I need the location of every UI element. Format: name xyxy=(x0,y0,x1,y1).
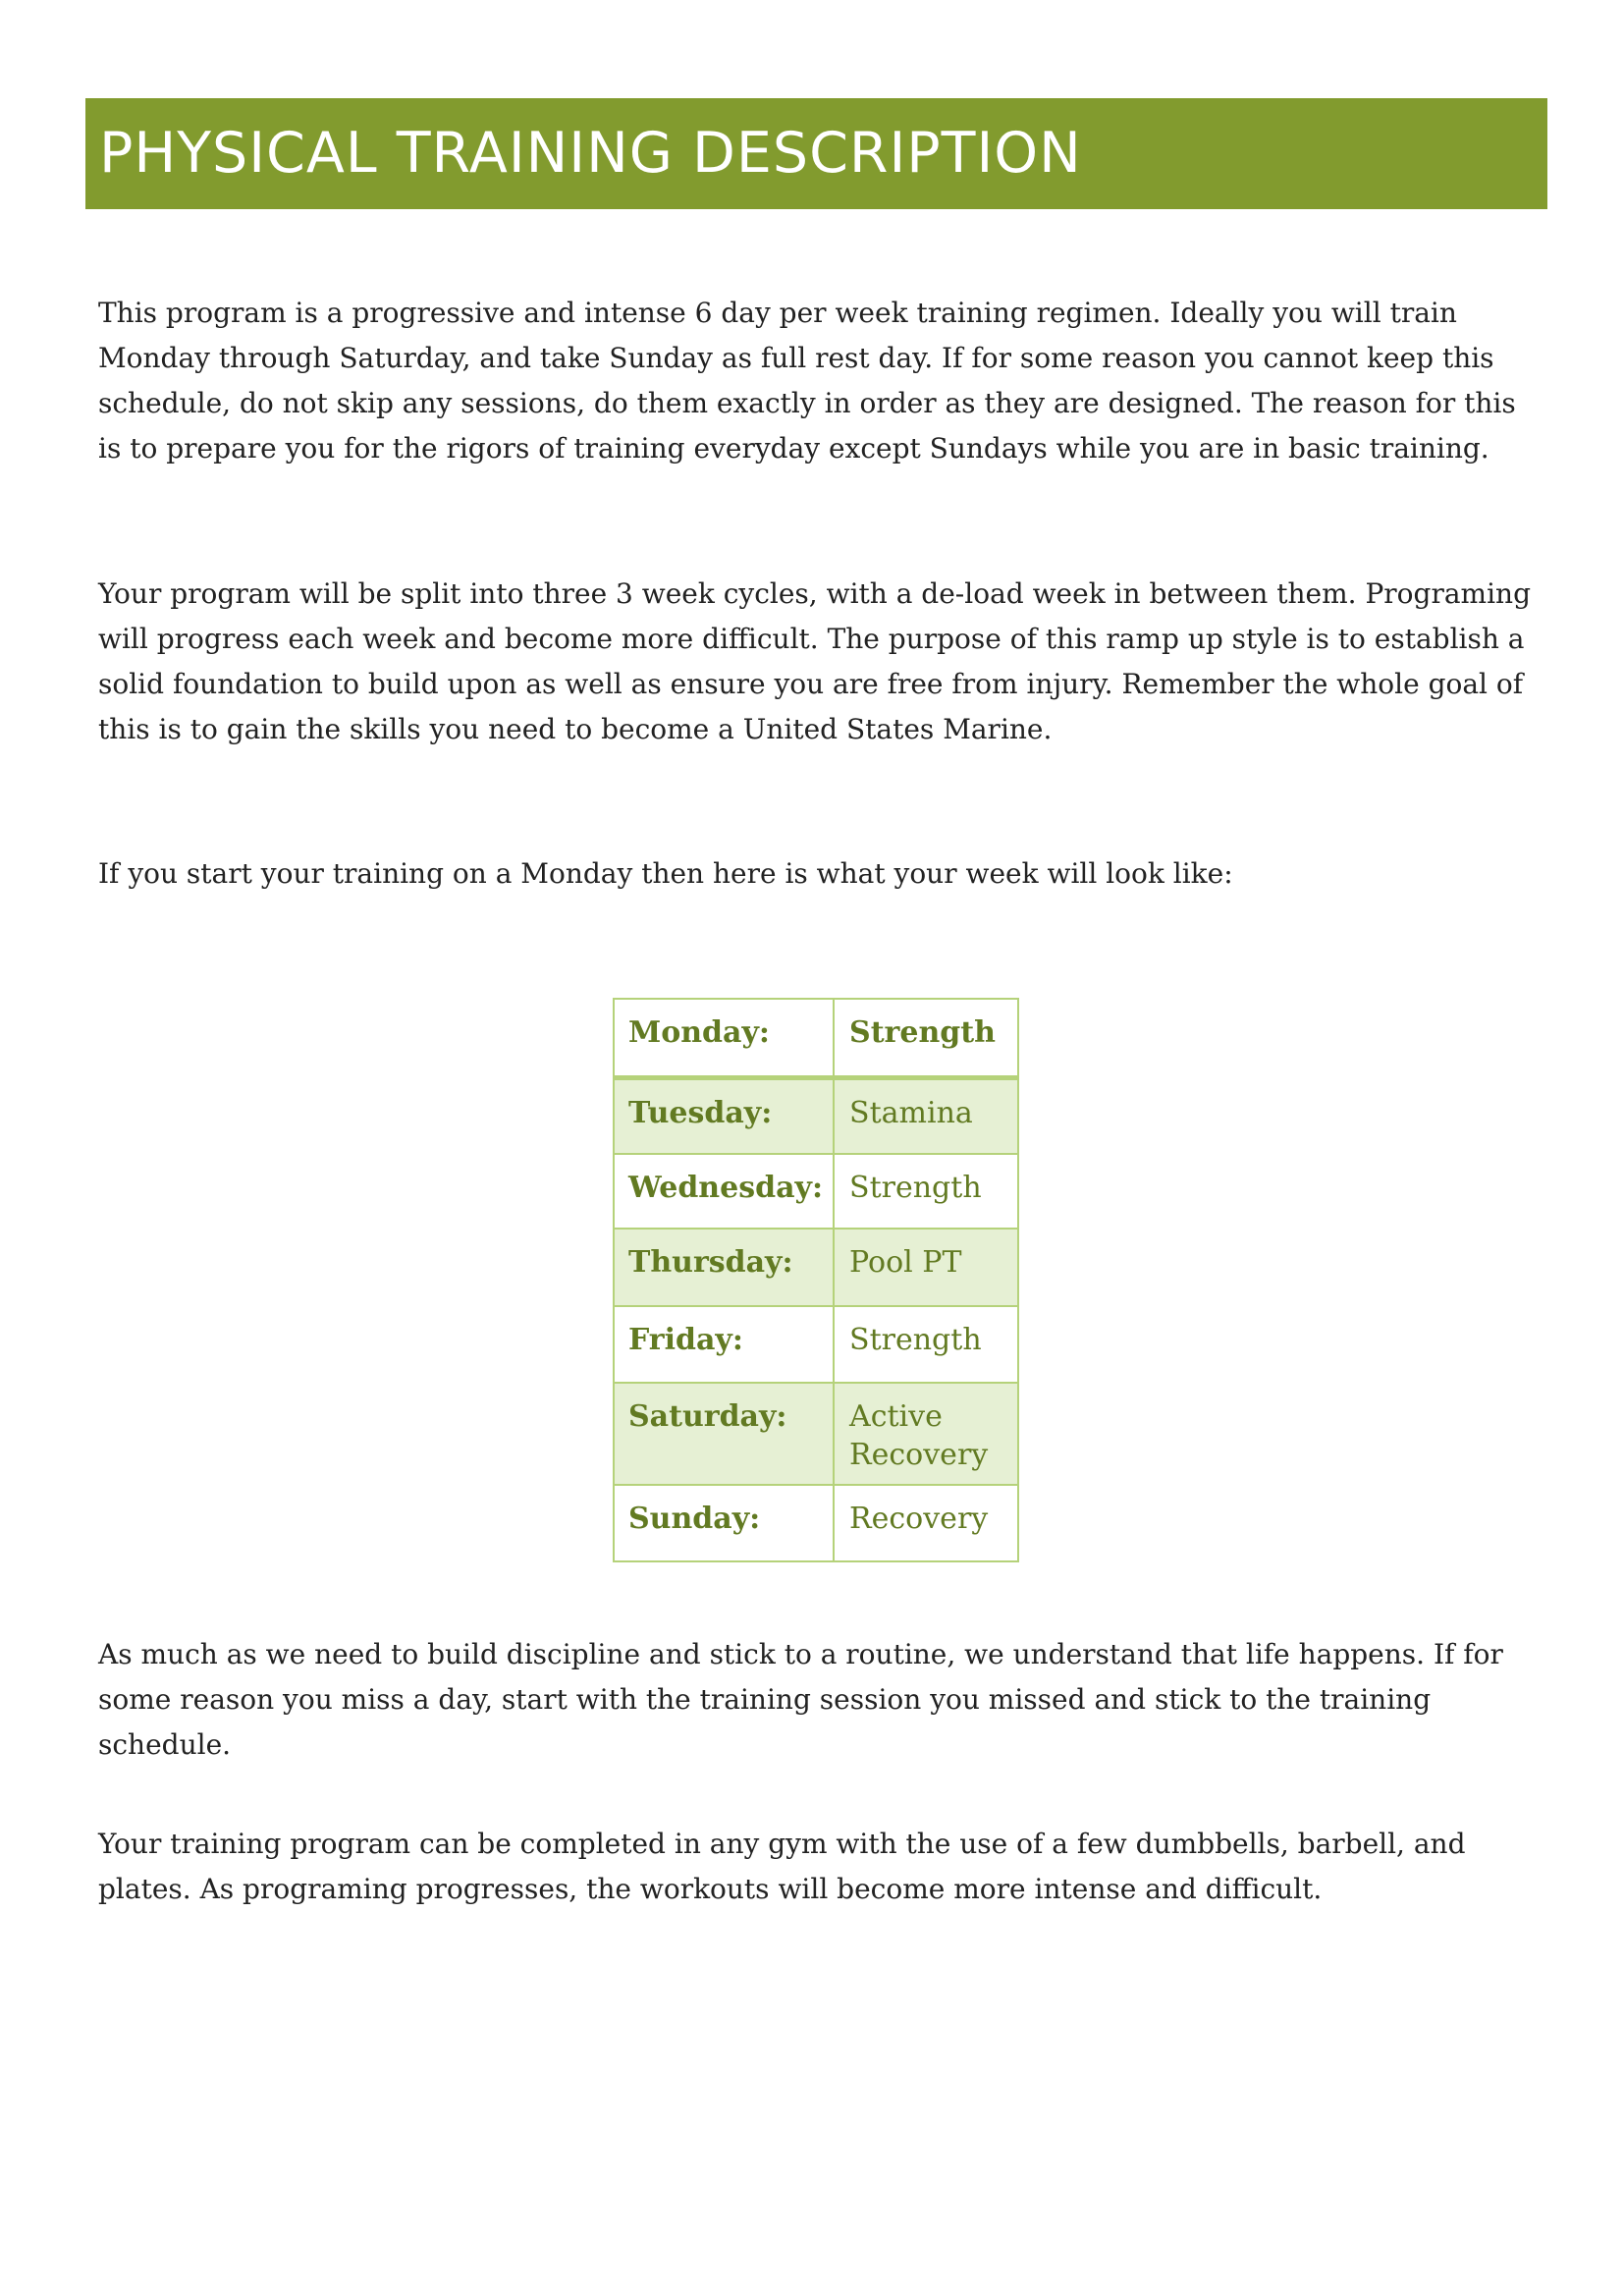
intro-paragraph: This program is a progressive and intense 6 day per week training regimen. Ideally you will train Monday through Saturday, and take Sunday as full rest day. If for some reason you cannot keep this schedule, do not skip any sessions, do them exactly in order as they are designed. The reason for this is to prepare you for the rigors of training everyday except Sundays while you are in basic training. xyxy=(98,297,1516,465)
table-row xyxy=(614,1077,1018,1154)
schedule-activity-cell: Strength xyxy=(834,999,1018,1077)
schedule-day-cell: Thursday: xyxy=(614,1229,834,1306)
schedule-day-cell: Tuesday: xyxy=(614,1077,834,1154)
schedule-day-cell: Saturday: xyxy=(614,1383,834,1485)
schedule-activity-cell: Strength xyxy=(834,1306,1018,1383)
schedule-activity-cell: Strength xyxy=(834,1154,1018,1229)
schedule-day-cell: Sunday: xyxy=(614,1485,834,1561)
schedule-day-cell: Monday: xyxy=(614,999,834,1077)
weekly-schedule-table xyxy=(613,998,1019,1562)
table-row xyxy=(614,999,1018,1077)
page-title: PHYSICAL TRAINING DESCRIPTION xyxy=(99,121,1082,186)
schedule-activity-cell: Recovery xyxy=(834,1485,1018,1561)
table-row xyxy=(614,1383,1018,1485)
missed-day-paragraph: As much as we need to build discipline and stick to a routine, we understand that life happens. If for some reason you miss a day, start with the training session you missed and stick to the training schedule. xyxy=(98,1638,1503,1761)
schedule-day-cell: Wednesday: xyxy=(614,1154,834,1229)
equipment-paragraph: Your training program can be completed in any gym with the use of a few dumbbells, barbell, and plates. As programing progresses, the workouts will become more intense and difficult. xyxy=(98,1828,1466,1905)
table-row xyxy=(614,1229,1018,1306)
schedule-activity-cell: Stamina xyxy=(834,1077,1018,1154)
week-lead-in-paragraph: If you start your training on a Monday then here is what your week will look like: xyxy=(98,857,1233,890)
schedule-day-cell: Friday: xyxy=(614,1306,834,1383)
table-row xyxy=(614,1306,1018,1383)
program-cycles-paragraph: Your program will be split into three 3 week cycles, with a de-load week in between them. Programing will progress each week and become more difficult. The purpose of this ramp up style is to establish a solid foundation to build upon as well as ensure you are free from injury. Remember the whole goal of this is to gain the skills you need to become a United States Marine. xyxy=(98,577,1531,745)
schedule-activity-cell: Pool PT xyxy=(834,1229,1018,1306)
table-row xyxy=(614,1485,1018,1561)
title-banner xyxy=(85,98,1547,209)
table-row xyxy=(614,1154,1018,1229)
schedule-activity-cell: Active Recovery xyxy=(834,1383,1018,1485)
